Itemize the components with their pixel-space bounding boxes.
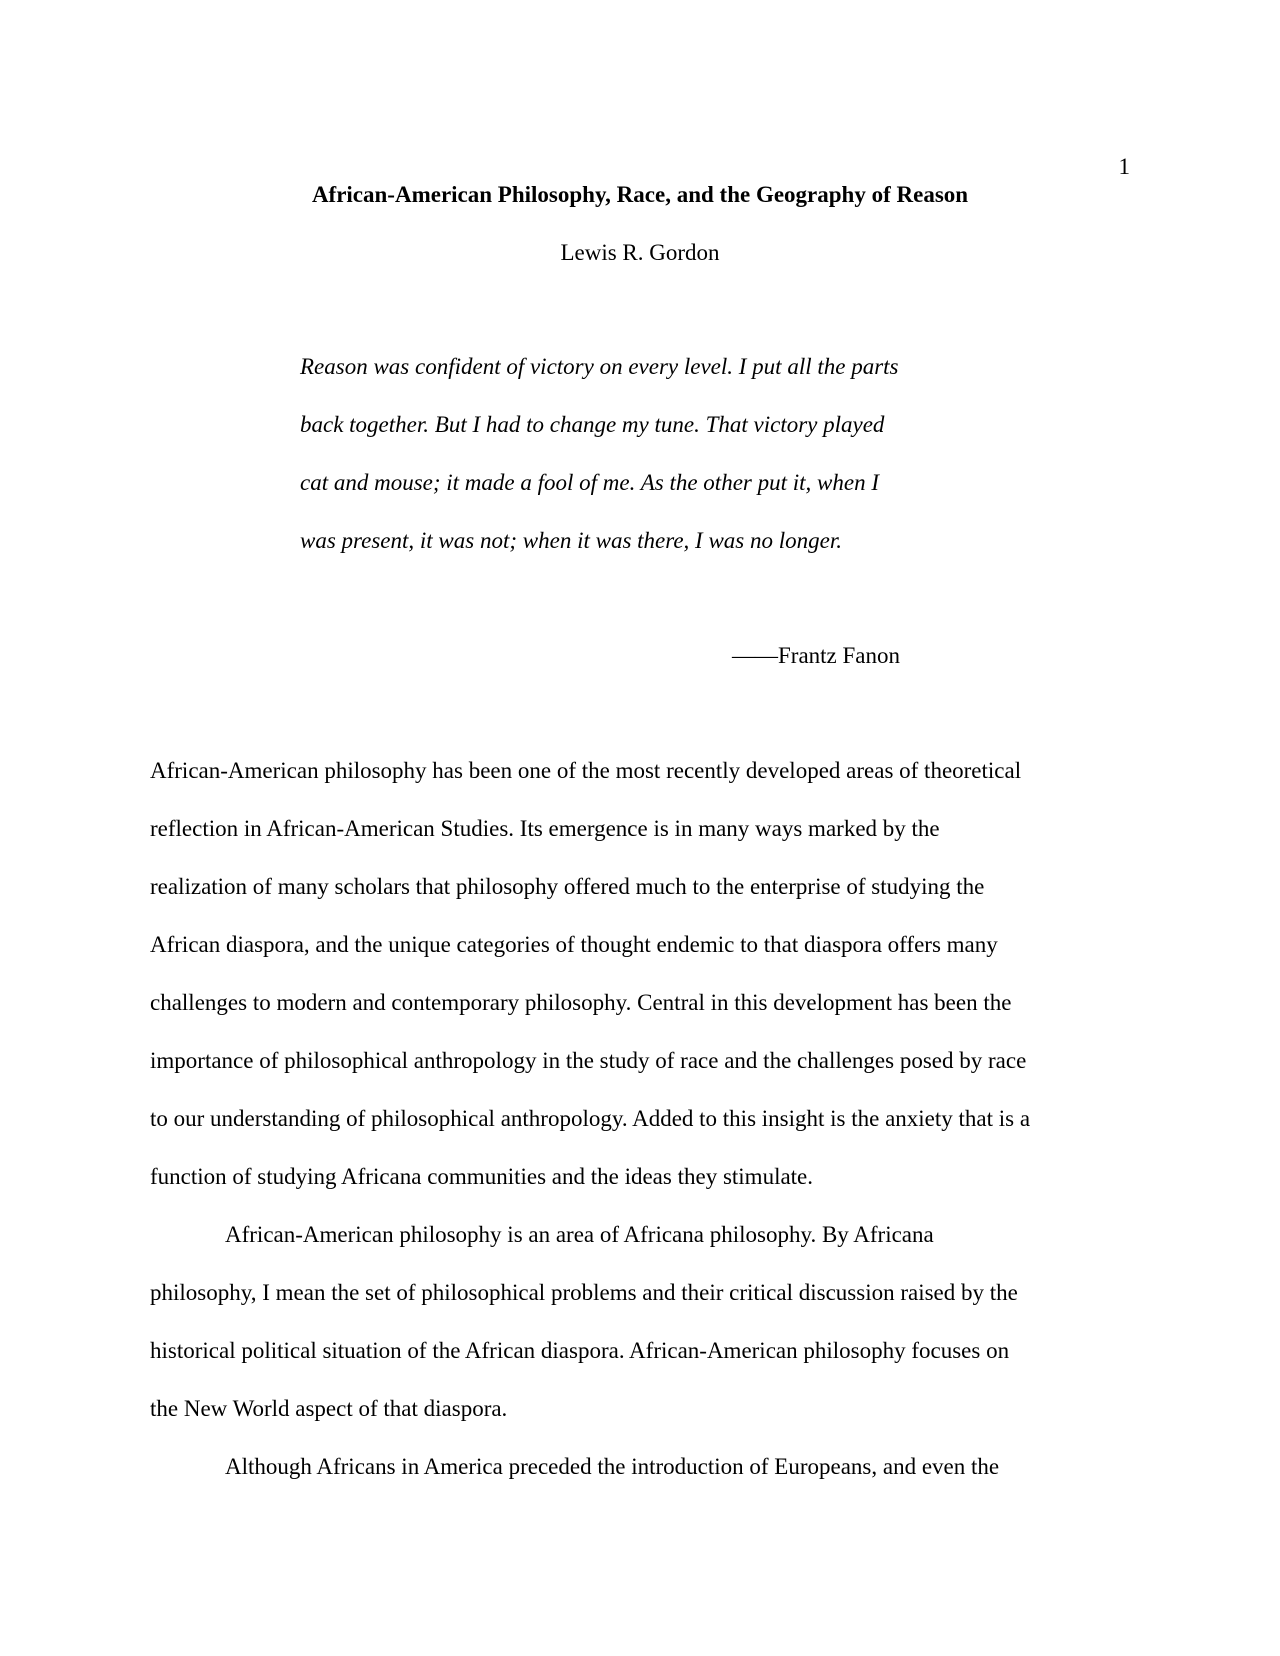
body-line: importance of philosophical anthropology in the study of race and the challenges posed by race — [150, 1048, 1027, 1073]
body-line: to our understanding of philosophical anthropology. Added to this insight is the anxiety that is a — [150, 1106, 1031, 1131]
body-line: the New World aspect of that diaspora. — [150, 1396, 508, 1421]
epigraph — [300, 352, 1000, 584]
epigraph-line: Reason was confident of victory on every level. I put all the parts — [300, 354, 899, 379]
body-text — [150, 756, 1140, 1510]
epigraph-line: back together. But I had to change my tune. That victory played — [300, 412, 885, 437]
epigraph-attribution: ——Frantz Fanon — [732, 643, 901, 668]
body-line: African diaspora, and the unique categories of thought endemic to that diaspora offers many — [150, 932, 998, 957]
body-line: realization of many scholars that philosophy offered much to the enterprise of studying the — [150, 874, 985, 899]
body-line: function of studying Africana communities and the ideas they stimulate. — [150, 1164, 814, 1189]
epigraph-line: was present, it was not; when it was there, I was no longer. — [300, 528, 842, 553]
epigraph-line: cat and mouse; it made a fool of me. As the other put it, when I — [300, 470, 879, 495]
body-line: historical political situation of the African diaspora. African-American philosophy focuses on — [150, 1338, 1010, 1363]
body-line: African-American philosophy is an area of Africana philosophy. By Africana — [225, 1222, 934, 1247]
page-number: 1 — [1118, 154, 1130, 179]
body-line: challenges to modern and contemporary philosophy. Central in this development has been the — [150, 990, 1012, 1015]
body-line: reflection in African-American Studies. Its emergence is in many ways marked by the — [150, 816, 940, 841]
author-name: Lewis R. Gordon — [560, 240, 720, 265]
body-line: Although Africans in America preceded the introduction of Europeans, and even the — [225, 1454, 1000, 1479]
document-title: African-American Philosophy, Race, and the Geography of Reason — [311, 182, 969, 207]
body-line: philosophy, I mean the set of philosophical problems and their critical discussion raised by the — [150, 1280, 1018, 1305]
body-line: African-American philosophy has been one of the most recently developed areas of theoretical — [150, 758, 1022, 783]
